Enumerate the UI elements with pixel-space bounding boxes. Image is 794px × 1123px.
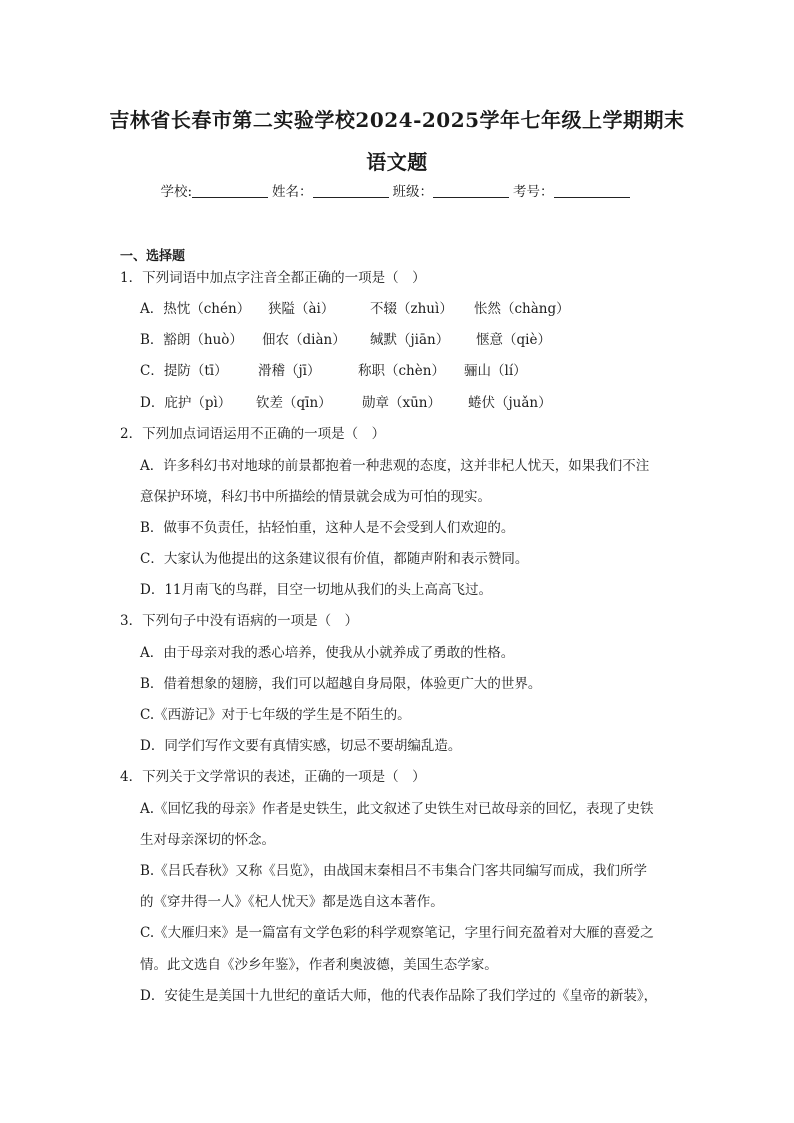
q2-option-c: C．大家认为他提出的这条建议很有价值，都随声附和表示赞同。 <box>140 551 529 567</box>
q1-c-2: 滑稽（jī） <box>258 363 321 379</box>
q2-stem: 2．下列加点词语运用不正确的一项是（ ） <box>120 426 386 442</box>
q2-option-a-line1: A．许多科幻书对地球的前景都抱着一种悲观的态度，这并非杞人忧天，如果我们不注 <box>140 458 650 474</box>
q1-b-3: 缄默（jiān） <box>370 332 450 348</box>
q2-option-b: B．做事不负责任，拈轻怕重，这种人是不会受到人们欢迎的。 <box>140 520 515 536</box>
exam-title-line2: 语文题 <box>366 150 428 174</box>
q3-option-c: C.《西游记》对于七年级的学生是不陌生的。 <box>140 707 411 723</box>
q1-a-1: A．热忱（chén） <box>140 301 251 317</box>
q1-d-4: 蜷伏（juǎn） <box>468 395 552 411</box>
class-blank <box>433 183 509 198</box>
q3-option-b: B．借着想象的翅膀，我们可以超越自身局限，体验更广大的世界。 <box>140 676 542 692</box>
q1-a-3: 不辍（zhuì） <box>370 301 453 317</box>
school-label: 学校: <box>160 184 193 200</box>
q1-d-2: 钦差（qīn） <box>256 395 332 411</box>
student-info-row <box>0 180 794 200</box>
q1-b-2: 佃农（diàn） <box>262 332 346 348</box>
q4-option-c-line1: C.《大雁归来》是一篇富有文学色彩的科学观察笔记，字里行间充盈着对大雁的喜爱之 <box>140 925 654 941</box>
name-label: 姓名： <box>272 184 313 200</box>
q1-option-c <box>140 361 527 381</box>
q3-option-d: D．同学们写作文要有真情实感，切忌不要胡编乱造。 <box>140 738 462 754</box>
q4-option-b-line2: 的《穿井得一人》《杞人忧天》都是选自这本著作。 <box>140 894 444 910</box>
name-blank <box>313 183 389 198</box>
q1-option-a <box>140 299 570 319</box>
q4-stem: 4．下列关于文学常识的表述，正确的一项是（ ） <box>120 769 426 785</box>
number-blank <box>554 183 630 198</box>
school-blank <box>192 183 268 198</box>
class-label: 班级： <box>392 184 434 200</box>
q3-option-a: A．由于母亲对我的悉心培养，使我从小就养成了勇敢的性格。 <box>140 645 515 661</box>
q2-option-a-line2: 意保护环境，科幻书中所描绘的情景就会成为可怕的现实。 <box>140 489 491 505</box>
q4-option-a-line1: A.《回忆我的母亲》作者是史铁生，此文叙述了史铁生对已故母亲的回忆，表现了史铁 <box>140 801 654 817</box>
q1-a-4: 怅然（chàng） <box>474 301 570 317</box>
q1-option-b <box>140 330 551 350</box>
q2-option-d: D．11月南飞的鸟群，目空一切地从我们的头上高高飞过。 <box>140 582 493 598</box>
q4-option-d-line1: D．安徒生是美国十九世纪的童话大师，他的代表作品除了我们学过的《皇帝的新装》， <box>140 988 658 1004</box>
q1-a-2: 狭隘（ài） <box>268 301 335 317</box>
q1-c-3: 称职（chèn） <box>358 363 445 379</box>
q1-b-1: B．豁朗（huò） <box>140 332 243 348</box>
q1-d-1: D．庇护（pì） <box>140 395 232 411</box>
exam-title-line1: 吉林省长春市第二实验学校2024-2025学年七年级上学期期末 <box>109 108 685 132</box>
q3-stem: 3．下列句子中没有语病的一项是（ ） <box>120 613 359 629</box>
q1-c-4: 骊山（lí） <box>464 363 527 379</box>
q1-option-d <box>140 393 552 413</box>
q4-option-b-line1: B.《吕氏春秋》又称《吕览》，由战国末秦相吕不韦集合门客共同编写而成，我们所学 <box>140 863 647 879</box>
q1-d-3: 勋章（xūn） <box>362 395 442 411</box>
q4-option-a-line2: 生对母亲深切的怀念。 <box>140 832 275 848</box>
number-label: 考号： <box>513 184 554 200</box>
q1-b-4: 惬意（qiè） <box>476 332 551 348</box>
q1-c-1: C．提防（tī） <box>140 363 228 379</box>
q4-option-c-line2: 情。此文选自《沙乡年鉴》，作者利奥波德，美国生态学家。 <box>140 957 498 973</box>
q1-stem: 1．下列词语中加点字注音全都正确的一项是（ ） <box>120 270 426 286</box>
section-heading: 一、选择题 <box>120 249 186 264</box>
